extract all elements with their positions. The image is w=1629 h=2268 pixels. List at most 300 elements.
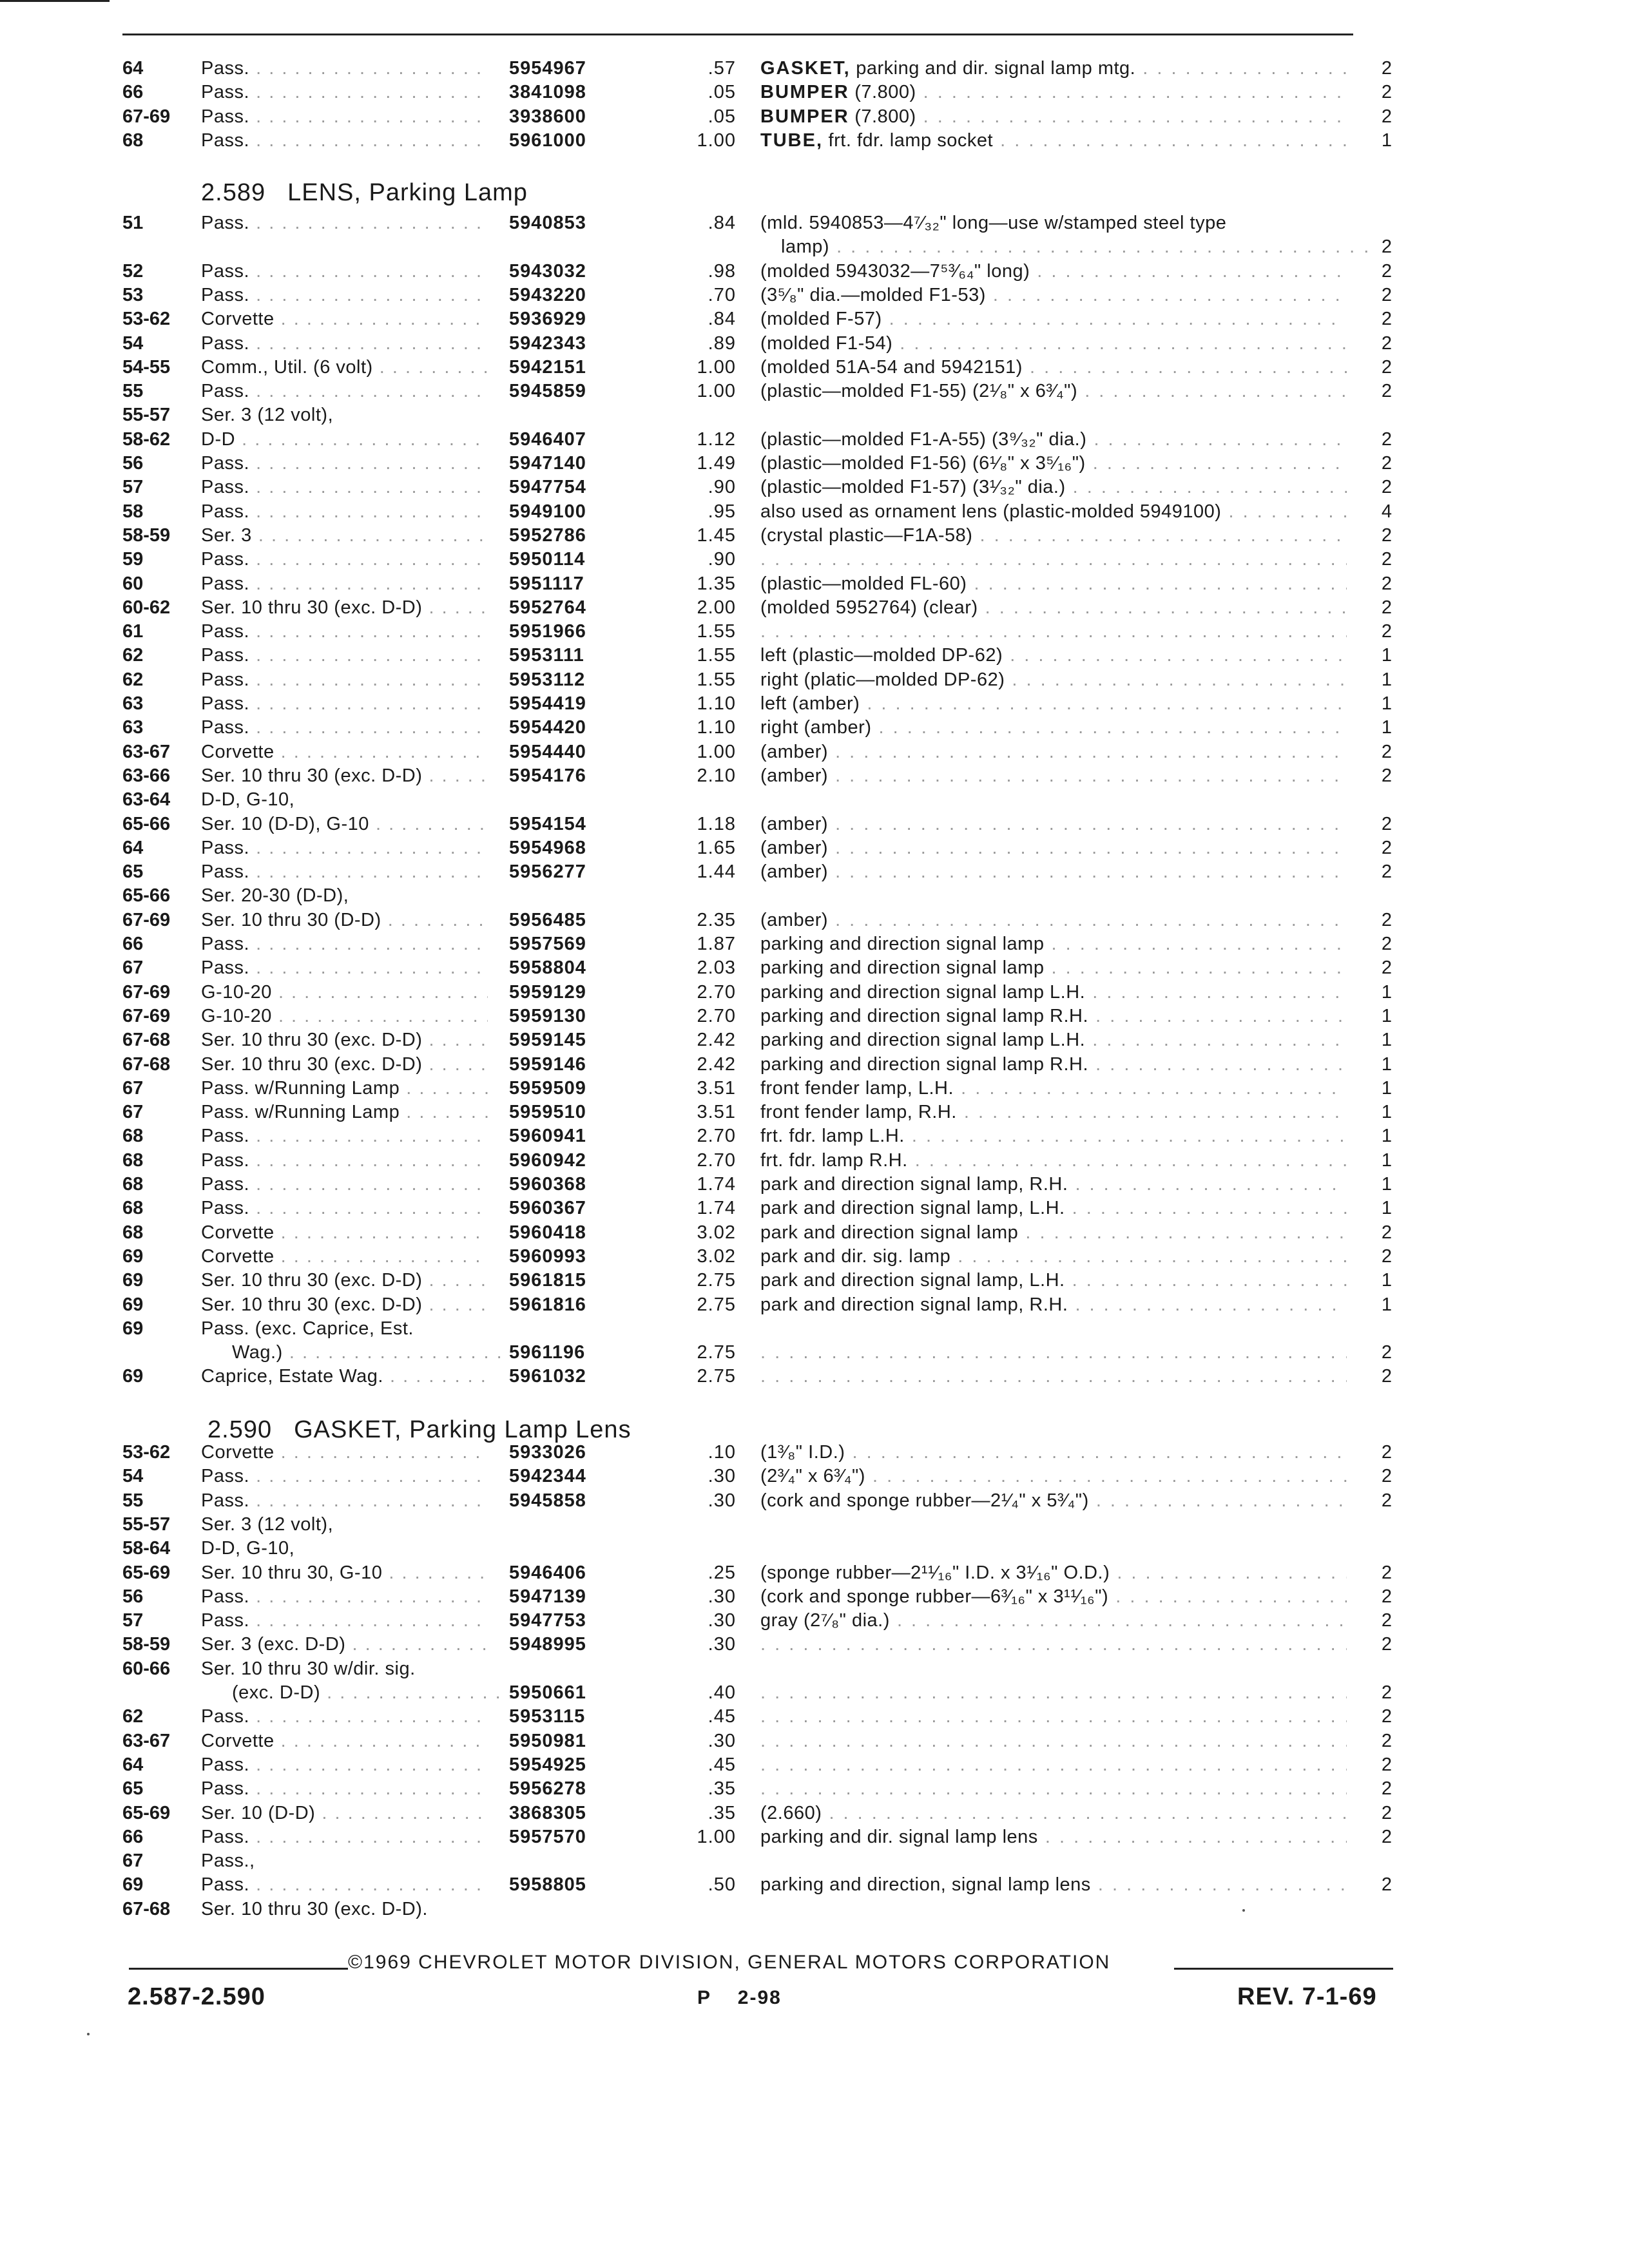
section-header-2-589 <box>201 178 528 207</box>
part-description <box>760 105 1347 129</box>
quantity: 2 <box>1381 765 1392 786</box>
part-description: parking and direction signal lamp R.H. . . . <box>760 1053 1347 1077</box>
part-description <box>760 1705 1347 1729</box>
quantity: 2 <box>1381 1586 1392 1607</box>
model-application: Pass. . . . <box>201 956 488 980</box>
quantity: 2 <box>1381 332 1392 354</box>
part-row <box>0 403 1629 427</box>
quantity: 2 <box>1381 573 1392 594</box>
year-range: 51 <box>122 213 144 233</box>
part-number: 5961000 <box>509 130 586 151</box>
top-rule <box>122 34 1353 35</box>
quantity: 2 <box>1381 1342 1392 1363</box>
part-number: 5954967 <box>509 58 586 79</box>
copyright-notice: ©1969 CHEVROLET MOTOR DIVISION, GENERAL MOTORS CORPORATION <box>348 1952 1111 1973</box>
list-price: .30 <box>708 1466 736 1487</box>
quantity: 2 <box>1381 236 1392 258</box>
model-application: D-D, G-10, <box>201 789 295 811</box>
model-application: Comm., Util. (6 volt) . . . <box>201 356 488 380</box>
description-keyword: TUBE, <box>760 130 823 151</box>
quantity: 2 <box>1381 741 1392 762</box>
list-price: 2.42 <box>697 1053 736 1075</box>
part-number: 5952786 <box>509 524 586 546</box>
model-application: Pass. . . . <box>201 1705 488 1729</box>
year-range: 63-64 <box>122 789 171 811</box>
part-description: (amber) . . . <box>760 908 1347 932</box>
part-description: front fender lamp, R.H. . . . <box>760 1100 1347 1124</box>
model-application: Pass., <box>201 1850 255 1872</box>
part-number: 5950661 <box>509 1682 586 1703</box>
part-description: (plastic—molded F1-56) (6¹⁄₈" x 3⁵⁄₁₆") . . . <box>760 452 1347 476</box>
part-description: frt. fdr. lamp L.H. . . . <box>760 1124 1347 1148</box>
list-price: 1.55 <box>697 621 736 642</box>
part-row <box>0 1609 1629 1633</box>
part-description: (2³⁄₄" x 6³⁄₄") . . . <box>760 1465 1347 1488</box>
list-price: 1.87 <box>697 934 736 954</box>
year-range: 67 <box>122 1850 144 1872</box>
model-application: Ser. 10 thru 30 (exc. D-D). <box>201 1898 428 1919</box>
part-row <box>0 332 1629 356</box>
model-application: Corvette . . . <box>201 307 488 331</box>
quantity: 1 <box>1381 1294 1392 1315</box>
quantity: 2 <box>1381 1634 1392 1655</box>
part-number: 5942343 <box>509 332 586 354</box>
model-application: (exc. D-D) . . . <box>232 1681 519 1705</box>
model-application: G-10-20 . . . <box>201 981 488 1004</box>
model-application: Ser. 10 thru 30 (exc. D-D) . . . <box>201 1053 488 1077</box>
quantity: 2 <box>1381 356 1392 378</box>
list-price: .35 <box>708 1802 736 1823</box>
quantity: 2 <box>1381 1466 1392 1487</box>
list-price: 1.00 <box>697 381 736 402</box>
part-number: 5960993 <box>509 1245 586 1267</box>
quantity: 1 <box>1381 130 1392 151</box>
part-row <box>0 1028 1629 1052</box>
part-description: (molded 5952764) (clear) . . . <box>760 596 1347 620</box>
part-row <box>0 260 1629 284</box>
part-description: lamp) . . . <box>781 235 1367 259</box>
list-price: 1.18 <box>697 813 736 834</box>
year-range: 54 <box>122 1466 144 1487</box>
part-number: 5954419 <box>509 693 586 714</box>
part-row <box>0 1705 1629 1729</box>
quantity: 2 <box>1381 1754 1392 1775</box>
quantity: 2 <box>1381 909 1392 930</box>
quantity: 2 <box>1381 1874 1392 1896</box>
model-application: Pass. . . . <box>201 260 488 284</box>
part-number: 5945858 <box>509 1490 586 1511</box>
quantity: 1 <box>1381 1005 1392 1026</box>
quantity: 2 <box>1381 428 1392 450</box>
part-row <box>0 284 1629 307</box>
list-price: .90 <box>708 477 736 498</box>
part-row <box>0 548 1629 572</box>
part-row <box>0 572 1629 596</box>
part-row <box>0 692 1629 716</box>
quantity: 2 <box>1381 1730 1392 1751</box>
year-range: 69 <box>122 1366 144 1387</box>
part-row <box>0 596 1629 620</box>
part-description: parking and direction signal lamp . . . <box>760 956 1347 980</box>
year-range: 64 <box>122 58 144 79</box>
list-price: .84 <box>708 309 736 330</box>
year-range: 67-68 <box>122 1053 171 1075</box>
part-row <box>0 211 1629 235</box>
model-application: Ser. 20-30 (D-D), <box>201 885 349 907</box>
model-application: Pass. . . . <box>201 1149 488 1173</box>
year-range: 65 <box>122 1778 144 1800</box>
part-number: 5954176 <box>509 765 586 786</box>
list-price: 2.70 <box>697 1126 736 1147</box>
part-number: 5961196 <box>509 1342 586 1363</box>
part-number: 5947754 <box>509 477 586 498</box>
part-number: 5961032 <box>509 1366 586 1387</box>
year-range: 67 <box>122 957 144 979</box>
year-range: 65 <box>122 861 144 883</box>
year-range: 67-69 <box>122 1005 171 1026</box>
part-number: 5960368 <box>509 1174 586 1195</box>
year-range: 55 <box>122 381 144 402</box>
part-number: 5942344 <box>509 1466 586 1487</box>
part-description <box>760 129 1347 153</box>
part-row <box>0 764 1629 788</box>
part-description: (plastic—molded F1-A-55) (3⁹⁄₃₂" dia.) . . . <box>760 428 1347 452</box>
part-description: (amber) . . . <box>760 764 1347 788</box>
part-number: 5948995 <box>509 1634 586 1655</box>
part-number: 5951117 <box>509 573 584 594</box>
section-title: LENS, Parking Lamp <box>287 179 528 206</box>
list-price: .10 <box>708 1442 736 1463</box>
part-row <box>0 1585 1629 1609</box>
part-row <box>0 1004 1629 1028</box>
model-application: D-D . . . <box>201 428 488 452</box>
model-application: Ser. 10 (D-D) . . . <box>201 1802 488 1825</box>
list-price: 3.02 <box>697 1222 736 1243</box>
year-range: 58-59 <box>122 1634 171 1655</box>
year-range: 54 <box>122 332 144 354</box>
part-description: parking and direction, signal lamp lens . . . <box>760 1873 1347 1897</box>
model-application: Pass. w/Running Lamp . . . <box>201 1100 488 1124</box>
year-range: 55 <box>122 1490 144 1511</box>
quantity: 1 <box>1381 1053 1392 1075</box>
quantity: 2 <box>1381 1610 1392 1631</box>
list-price: .95 <box>708 501 736 522</box>
part-row <box>0 1633 1629 1657</box>
list-price: .30 <box>708 1490 736 1511</box>
model-application: Ser. 3 . . . <box>201 524 488 548</box>
model-application: Corvette . . . <box>201 740 488 764</box>
footer-rule-left <box>129 1968 348 1970</box>
description-text: frt. fdr. lamp socket <box>823 130 994 151</box>
description-text: (7.800) <box>849 82 916 103</box>
year-range: 67-68 <box>122 1030 171 1051</box>
part-row <box>0 1293 1629 1317</box>
description-keyword: GASKET, <box>760 58 851 79</box>
quantity: 2 <box>1381 453 1392 474</box>
list-price: 2.70 <box>697 981 736 1003</box>
model-application: Ser. 3 (12 volt), <box>201 1514 334 1535</box>
part-number: 5943220 <box>509 284 586 305</box>
part-description: (plastic—molded F1-55) (2¹⁄₈" x 6³⁄₄") . . . <box>760 380 1347 403</box>
list-price: 1.00 <box>697 130 736 151</box>
part-number: 5959146 <box>509 1053 586 1075</box>
model-application: Ser. 10 thru 30 (exc. D-D) . . . <box>201 764 488 788</box>
part-row <box>0 500 1629 524</box>
model-application: Pass. (exc. Caprice, Est. <box>201 1318 414 1339</box>
quantity: 1 <box>1381 1102 1392 1123</box>
quantity: 1 <box>1381 981 1392 1003</box>
list-price: 1.00 <box>697 741 736 762</box>
part-description <box>760 1633 1347 1657</box>
part-number: 5952764 <box>509 597 586 618</box>
part-description: (amber) . . . <box>760 740 1347 764</box>
part-row <box>0 812 1629 836</box>
year-range: 69 <box>122 1294 144 1315</box>
year-range: 67 <box>122 1077 144 1099</box>
part-description <box>760 548 1347 572</box>
quantity: 2 <box>1381 284 1392 305</box>
part-row <box>0 524 1629 548</box>
part-row <box>0 788 1629 812</box>
part-row <box>0 1777 1629 1801</box>
list-price: 2.00 <box>697 597 736 618</box>
model-application: Pass. . . . <box>201 860 488 884</box>
list-price: 2.70 <box>697 1149 736 1171</box>
quantity: 2 <box>1381 957 1392 979</box>
model-application: Pass. . . . <box>201 211 488 235</box>
list-price: 2.75 <box>697 1270 736 1291</box>
part-number: 5947140 <box>509 453 586 474</box>
list-price: 1.10 <box>697 693 736 714</box>
part-number: 5954420 <box>509 717 586 738</box>
part-description <box>760 1753 1347 1777</box>
year-range: 66 <box>122 934 144 954</box>
model-application: Pass. . . . <box>201 105 488 129</box>
part-row <box>0 1465 1629 1488</box>
part-description <box>760 1729 1347 1753</box>
year-range: 62 <box>122 669 144 690</box>
model-application: Pass. . . . <box>201 380 488 403</box>
year-range: 53-62 <box>122 309 171 330</box>
model-application: Pass. . . . <box>201 1124 488 1148</box>
year-range: 67 <box>122 1102 144 1123</box>
model-application: Pass. . . . <box>201 500 488 524</box>
part-row <box>0 1825 1629 1849</box>
model-application: Pass. . . . <box>201 1465 488 1488</box>
year-range: 66 <box>122 82 144 103</box>
year-range: 58-64 <box>122 1538 171 1559</box>
year-range: 63-67 <box>122 741 171 762</box>
page-range: 2.587-2.590 <box>128 1983 265 2010</box>
model-application: Pass. . . . <box>201 1489 488 1513</box>
year-range: 63 <box>122 717 144 738</box>
model-application: Ser. 10 thru 30 (exc. D-D) . . . <box>201 596 488 620</box>
list-price: 3.51 <box>697 1077 736 1099</box>
model-application: Ser. 10 thru 30 (exc. D-D) . . . <box>201 1269 488 1293</box>
list-price: 1.55 <box>697 645 736 666</box>
list-price: 1.44 <box>697 861 736 883</box>
part-row <box>0 1269 1629 1293</box>
quantity: 2 <box>1381 597 1392 618</box>
part-row <box>0 1729 1629 1753</box>
year-range: 67-69 <box>122 981 171 1003</box>
part-row <box>0 1873 1629 1897</box>
year-range: 62 <box>122 645 144 666</box>
part-description: parking and direction signal lamp R.H. . . . <box>760 1004 1347 1028</box>
quantity: 2 <box>1381 813 1392 834</box>
part-description: (molded F1-54) . . . <box>760 332 1347 356</box>
quantity: 2 <box>1381 1826 1392 1847</box>
list-price: 2.70 <box>697 1005 736 1026</box>
list-price: 2.75 <box>697 1342 736 1363</box>
part-description <box>760 81 1347 104</box>
year-range: 54-55 <box>122 356 171 378</box>
part-description: park and direction signal lamp, R.H. . . . <box>760 1173 1347 1196</box>
part-row <box>0 428 1629 452</box>
part-number: 5949100 <box>509 501 586 522</box>
list-price: .90 <box>708 549 736 570</box>
year-range: 57 <box>122 477 144 498</box>
year-range: 68 <box>122 1126 144 1147</box>
year-range: 58-59 <box>122 524 171 546</box>
model-application: Ser. 10 thru 30 w/dir. sig. <box>201 1658 416 1679</box>
part-row <box>0 57 1629 81</box>
quantity: 2 <box>1381 524 1392 546</box>
part-description: parking and dir. signal lamp lens . . . <box>760 1825 1347 1849</box>
model-application: Pass. . . . <box>201 836 488 860</box>
model-application: Pass. . . . <box>201 1825 488 1849</box>
part-description: (sponge rubber—2¹¹⁄₁₆" I.D. x 3¹⁄₁₆" O.D.) . . . <box>760 1561 1347 1585</box>
quantity: 2 <box>1381 477 1392 498</box>
part-number: 5959510 <box>509 1102 586 1123</box>
part-number: 5958804 <box>509 957 586 979</box>
year-range: 69 <box>122 1245 144 1267</box>
list-price: .25 <box>708 1562 736 1583</box>
list-price: 1.55 <box>697 669 736 690</box>
part-description: park and direction signal lamp, L.H. . . . <box>760 1196 1347 1220</box>
model-application: Pass. . . . <box>201 1196 488 1220</box>
model-application: Pass. . . . <box>201 452 488 476</box>
model-application: Pass. . . . <box>201 932 488 956</box>
part-number: 5956277 <box>509 861 586 883</box>
part-number: 5954440 <box>509 741 586 762</box>
list-price: 2.75 <box>697 1366 736 1387</box>
list-price: 3.51 <box>697 1102 736 1123</box>
part-number: 5957569 <box>509 934 586 954</box>
year-range: 62 <box>122 1706 144 1727</box>
year-range: 55-57 <box>122 405 171 426</box>
list-price: 1.10 <box>697 717 736 738</box>
model-application: Pass. . . . <box>201 332 488 356</box>
year-range: 68 <box>122 1222 144 1243</box>
part-row <box>0 235 1629 259</box>
part-row <box>0 908 1629 932</box>
part-number: 5960367 <box>509 1198 586 1219</box>
part-row <box>0 1681 1629 1705</box>
part-number: 5953115 <box>509 1706 586 1727</box>
part-row <box>0 1898 1629 1921</box>
part-number: 5942151 <box>509 356 586 378</box>
year-range: 56 <box>122 1586 144 1607</box>
quantity: 1 <box>1381 1174 1392 1195</box>
quantity: 1 <box>1381 1149 1392 1171</box>
part-row <box>0 981 1629 1004</box>
quantity: 2 <box>1381 1366 1392 1387</box>
model-application: Pass. w/Running Lamp . . . <box>201 1077 488 1100</box>
list-price: .35 <box>708 1778 736 1800</box>
list-price: .89 <box>708 332 736 354</box>
model-application: Ser. 3 (12 volt), <box>201 405 334 426</box>
list-price: 3.02 <box>697 1245 736 1267</box>
model-application: Pass. . . . <box>201 81 488 104</box>
list-price: .30 <box>708 1634 736 1655</box>
list-price: .45 <box>708 1706 736 1727</box>
list-price: .98 <box>708 260 736 282</box>
part-description: gray (2⁷⁄₈" dia.) . . . <box>760 1609 1347 1633</box>
year-range: 52 <box>122 260 144 282</box>
quantity: 2 <box>1381 861 1392 883</box>
quantity: 1 <box>1381 1126 1392 1147</box>
part-number: 5959509 <box>509 1077 586 1099</box>
part-number: 5954154 <box>509 813 586 834</box>
part-number: 5960942 <box>509 1149 586 1171</box>
model-application: Ser. 10 thru 30 (exc. D-D) . . . <box>201 1028 488 1052</box>
list-price: 1.49 <box>697 453 736 474</box>
list-price: .05 <box>708 82 736 103</box>
part-row <box>0 1100 1629 1124</box>
part-description: front fender lamp, L.H. . . . <box>760 1077 1347 1100</box>
part-row <box>0 1802 1629 1825</box>
model-application: Caprice, Estate Wag. . . . <box>201 1365 488 1389</box>
quantity: 1 <box>1381 1270 1392 1291</box>
part-description: (mld. 5940853—4⁷⁄₃₂" long—use w/stamped steel type <box>760 213 1227 233</box>
model-application: G-10-20 . . . <box>201 1004 488 1028</box>
quantity: 2 <box>1381 1778 1392 1800</box>
quantity: 2 <box>1381 1222 1392 1243</box>
quantity: 2 <box>1381 1490 1392 1511</box>
quantity: 4 <box>1381 501 1392 522</box>
part-row <box>0 1317 1629 1341</box>
year-range: 65-66 <box>122 885 171 907</box>
part-number: 5947753 <box>509 1610 586 1631</box>
list-price: .45 <box>708 1754 736 1775</box>
part-number: 5936929 <box>509 309 586 330</box>
part-row <box>0 1149 1629 1173</box>
model-application: Pass. . . . <box>201 1173 488 1196</box>
model-application: Pass. . . . <box>201 476 488 499</box>
revision-date: REV. 7-1-69 <box>1237 1983 1377 2010</box>
model-application: Ser. 3 (exc. D-D) . . . <box>201 1633 488 1657</box>
description-keyword: BUMPER <box>760 106 849 127</box>
part-row <box>0 129 1629 153</box>
part-row <box>0 884 1629 908</box>
year-range: 64 <box>122 837 144 858</box>
model-application: Corvette . . . <box>201 1245 488 1269</box>
scan-speck <box>87 2033 90 2035</box>
part-row <box>0 1513 1629 1537</box>
part-number: 5959145 <box>509 1030 586 1051</box>
part-number: 5954968 <box>509 837 586 858</box>
part-description <box>760 1777 1347 1801</box>
year-range: 63-66 <box>122 765 171 786</box>
part-number: 5953111 <box>509 645 584 666</box>
part-description: (cork and sponge rubber—6³⁄₁₆" x 3¹¹⁄₁₆") . . . <box>760 1585 1347 1609</box>
model-application: Pass. . . . <box>201 1609 488 1633</box>
part-description: right (amber) . . . <box>760 716 1347 740</box>
list-price: 2.75 <box>697 1294 736 1315</box>
quantity: 1 <box>1381 1198 1392 1219</box>
part-number: 5959130 <box>509 1005 586 1026</box>
